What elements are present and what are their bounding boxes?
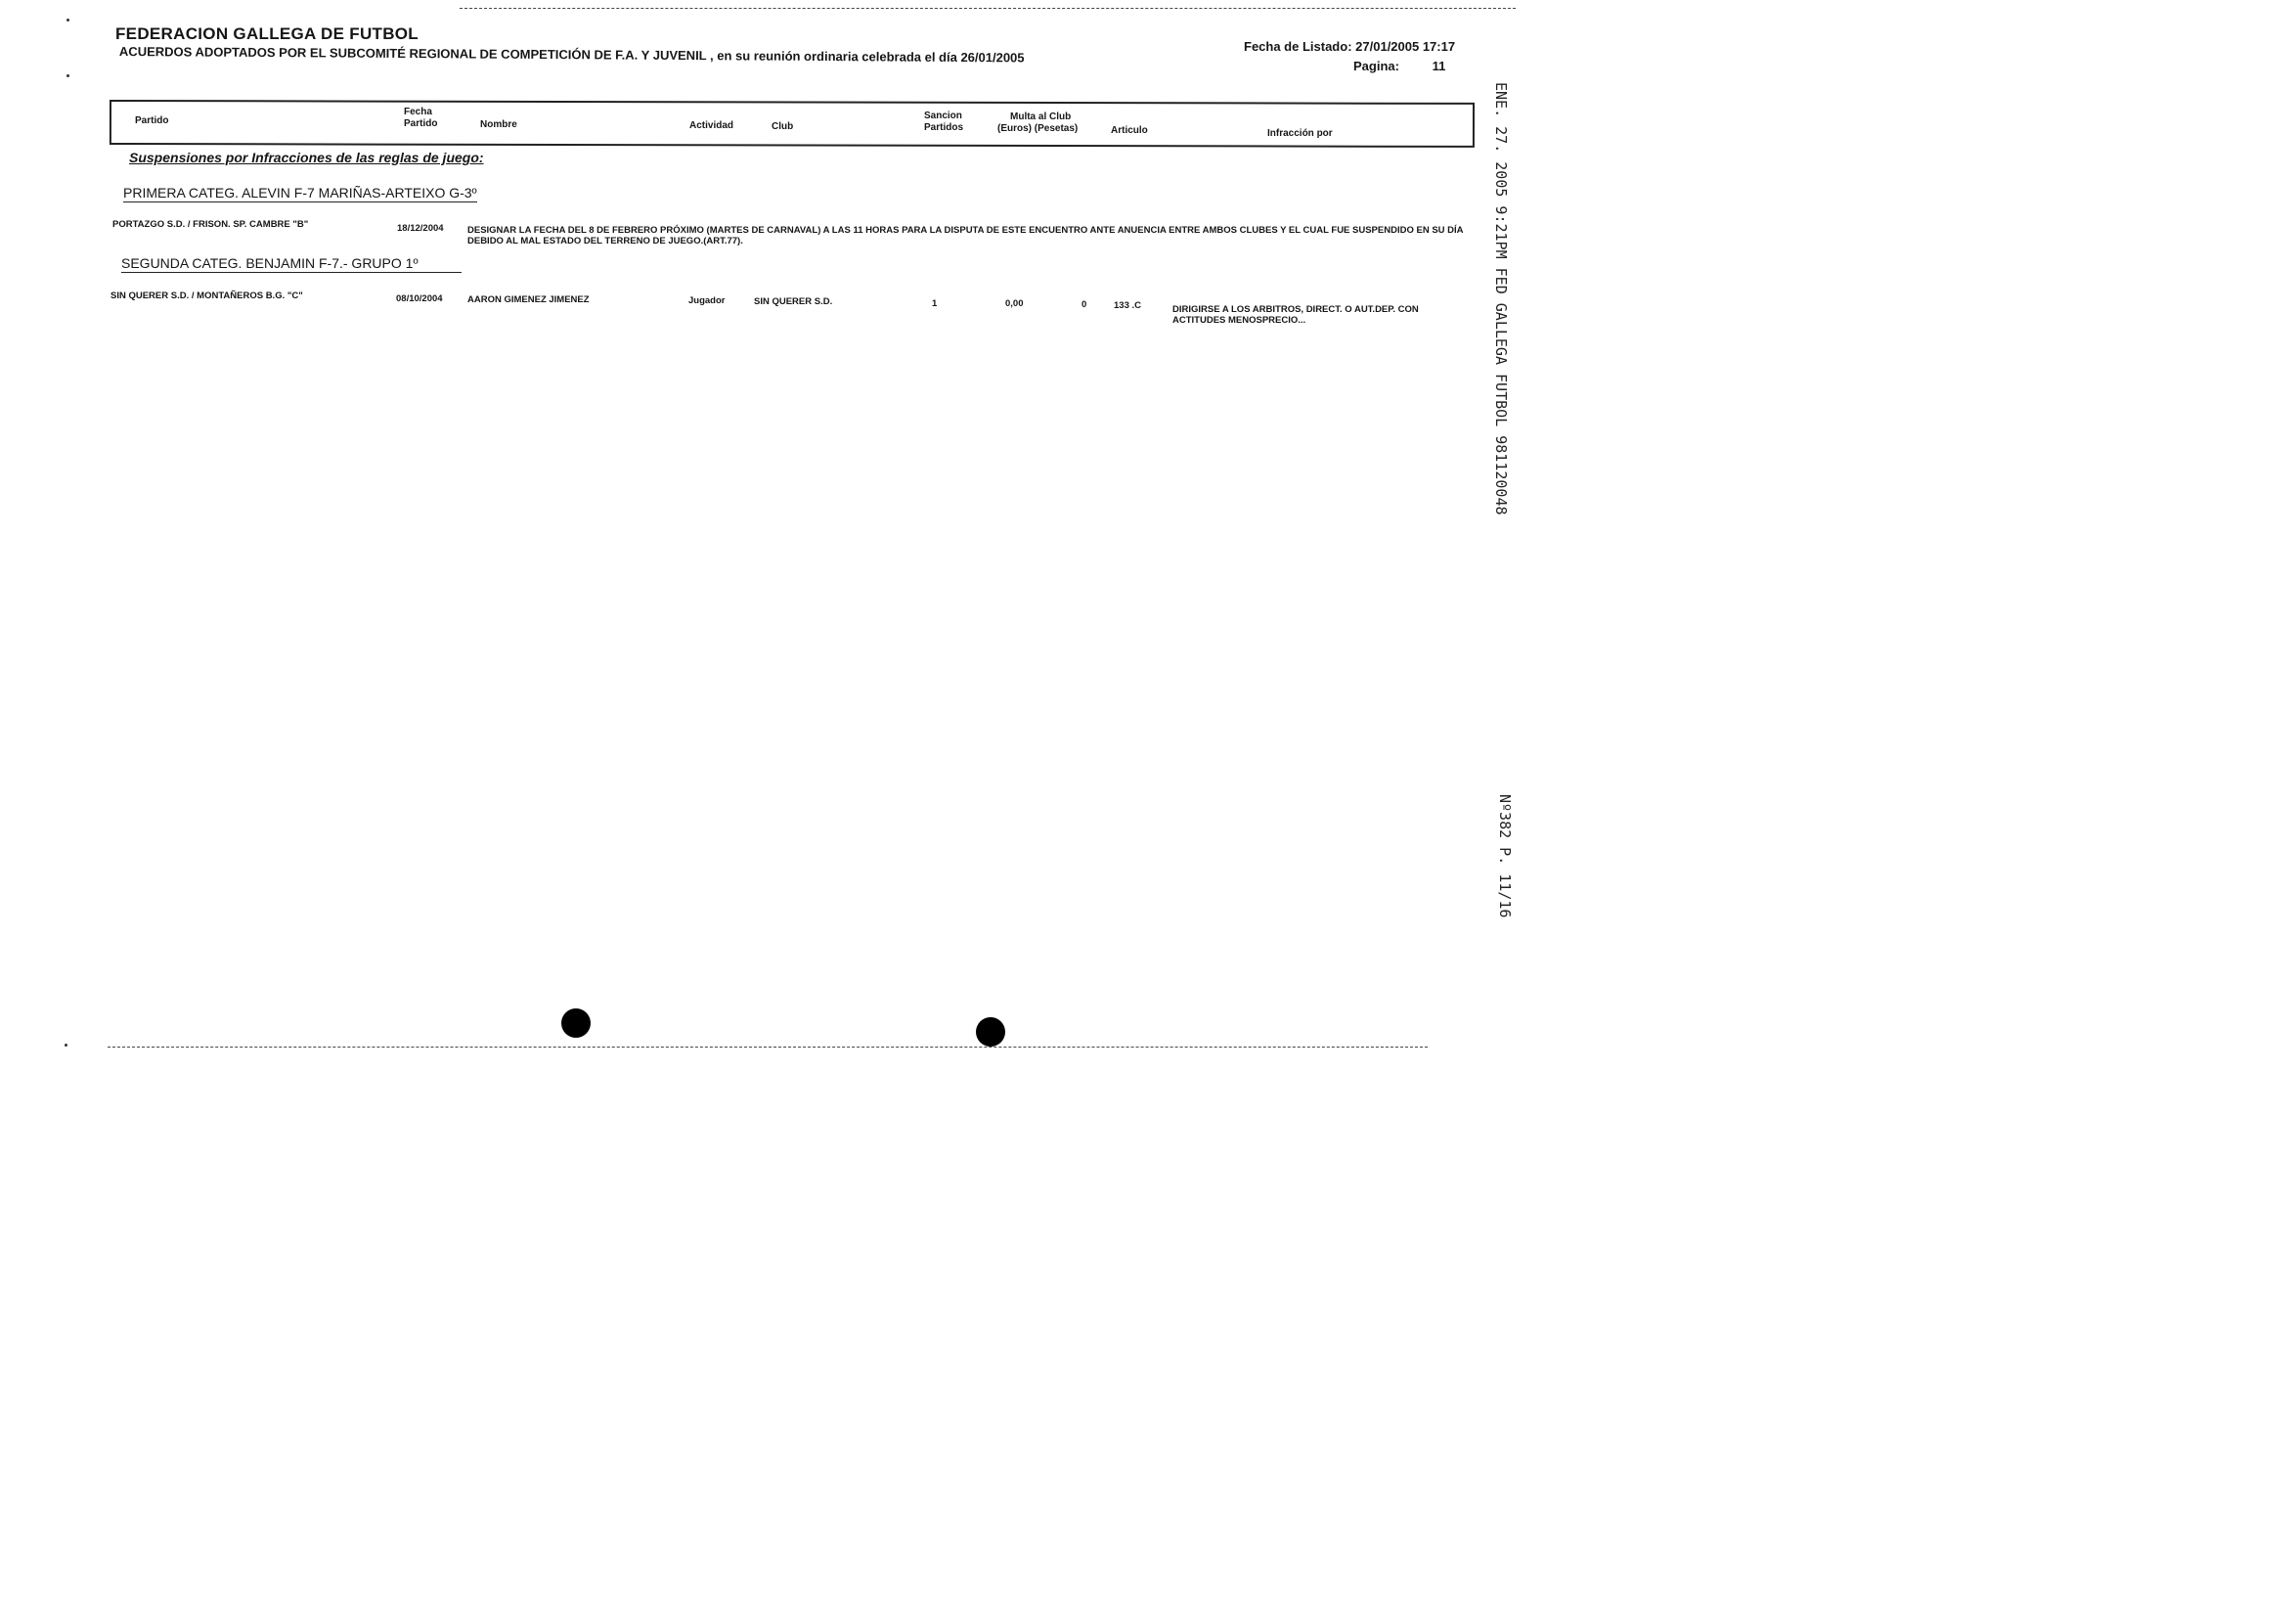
col-articulo: Articulo <box>1111 125 1148 136</box>
row-articulo: 133 .C <box>1114 300 1141 311</box>
col-partido: Partido <box>135 115 169 126</box>
listing-date-value: 27/01/2005 17:17 <box>1355 39 1456 54</box>
bottom-edge-dashes <box>108 1047 1428 1048</box>
col-fecha-line1: Fecha <box>404 107 432 117</box>
punch-hole-right <box>976 1017 1005 1047</box>
listing-date <box>1244 39 1455 54</box>
col-sancion-line1: Sancion <box>924 111 962 121</box>
organization-name: FEDERACION GALLEGA DE FUTBOL <box>115 24 419 43</box>
row-actividad: Jugador <box>688 295 726 306</box>
col-multa-line1: Multa al Club <box>1010 112 1072 122</box>
row-multa-pesetas: 0 <box>1082 299 1087 310</box>
row-fecha: 08/10/2004 <box>396 293 443 304</box>
row-partido: SIN QUERER S.D. / MONTAÑEROS B.G. "C" <box>110 290 303 301</box>
page-label: Pagina: <box>1353 59 1399 73</box>
row-infraccion: DIRIGIRSE A LOS ARBITROS, DIRECT. O AUT.DEP. CON ACTITUDES MENOSPRECIO... <box>1172 304 1419 326</box>
fax-transmission-header: ENE. 27. 2005 9:21PM FED GALLEGA FUTBOL 981120048 <box>1492 82 1510 515</box>
punch-hole-left <box>561 1008 591 1038</box>
col-actividad: Actividad <box>689 120 734 131</box>
row-sancion: 1 <box>932 298 938 309</box>
section-title: Suspensiones por Infracciones de las reglas de juego: <box>129 150 484 165</box>
row-multa-euros: 0,00 <box>1005 298 1024 309</box>
scan-speck <box>66 74 69 77</box>
col-club: Club <box>772 121 794 132</box>
col-sancion <box>924 111 963 134</box>
top-edge-dashes <box>460 8 1516 9</box>
col-fecha <box>404 107 437 130</box>
page-number: 11 <box>1432 59 1446 73</box>
row-partido: PORTAZGO S.D. / FRISON. SP. CAMBRE "B" <box>112 219 309 230</box>
row-fecha: 18/12/2004 <box>397 223 444 234</box>
listing-date-label: Fecha de Listado: <box>1244 39 1352 54</box>
col-nombre: Nombre <box>480 119 517 130</box>
col-fecha-line2: Partido <box>404 118 438 129</box>
fax-page-footer: Nº382 P. 11/16 <box>1496 794 1514 918</box>
scan-speck <box>65 1044 67 1047</box>
row-club: SIN QUERER S.D. <box>754 296 833 307</box>
group-title: PRIMERA CATEG. ALEVIN F-7 MARIÑAS-ARTEIXO G-3º <box>123 185 477 201</box>
col-multa <box>997 112 1078 135</box>
group-title: SEGUNDA CATEG. BENJAMIN F-7.- GRUPO 1º <box>121 255 462 273</box>
row-resolution-text: DESIGNAR LA FECHA DEL 8 DE FEBRERO PRÓXIMO (MARTES DE CARNAVAL) A LAS 11 HORAS PARA LA DISPUTA DE ESTE ENCUENTRO ANTE ANUENCIA ENTRE AMBOS CLUBES Y EL CUAL FUE SUSPENDIDO EN SU DÍA DEBIDO AL MAL ESTADO DEL TERRENO DE JUEGO.(ART.77). <box>467 225 1464 246</box>
col-sancion-line2: Partidos <box>924 122 964 133</box>
col-multa-line2: (Euros) (Pesetas) <box>997 123 1079 134</box>
row-nombre: AARON GIMENEZ JIMENEZ <box>467 294 590 305</box>
page-indicator <box>1353 59 1445 73</box>
col-infraccion: Infracción por <box>1267 128 1333 139</box>
scan-speck <box>66 19 69 22</box>
document-subtitle: ACUERDOS ADOPTADOS POR EL SUBCOMITÉ REGIONAL DE COMPETICIÓN DE F.A. Y JUVENIL , en su reunión ordinaria celebrada el día 26/01/2005 <box>118 44 1025 66</box>
